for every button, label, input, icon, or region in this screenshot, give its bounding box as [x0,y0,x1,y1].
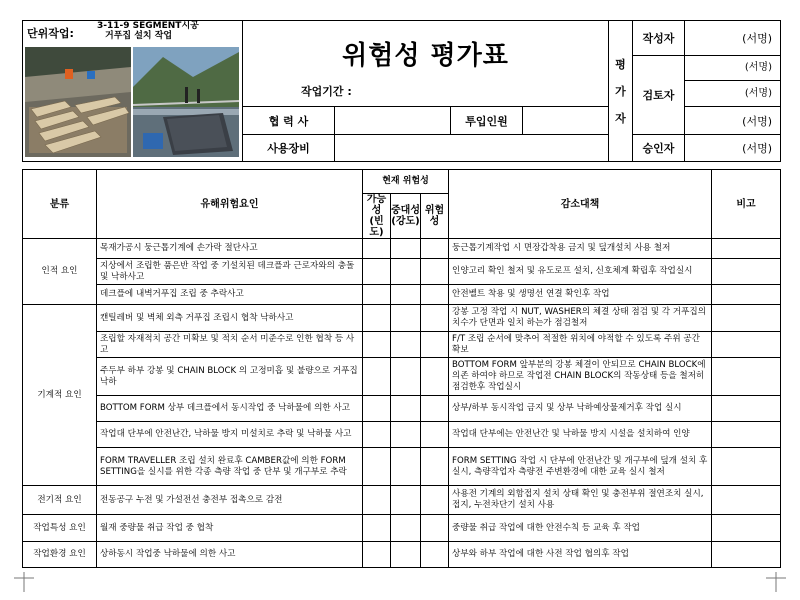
hazard-cell: 주두부 하부 강봉 및 CHAIN BLOCK 의 고정미흡 및 불량으로 거푸집 낙하 [97,358,363,396]
measure-cell: 중량물 취급 작업에 대한 안전수칙 등 교육 후 작업 [449,515,712,542]
measure-cell: BOTTOM FORM 앞부분의 강봉 체결이 안되므로 CHAIN BLOCK에 의존 하여야 하므로 작업전 CHAIN BLOCK의 작동상태 등을 철저히 점검한후 작업실시 [449,358,712,396]
remarks-cell [712,332,781,358]
likelihood-cell [363,515,391,542]
risk-level-cell [421,542,449,568]
hazard-cell: 조립할 자재적치 공간 미확보 및 적치 순서 미준수로 인한 협착 등 사고 [97,332,363,358]
hazard-cell: 지상에서 조립한 품은반 작업 중 기설치된 데크플과 근로자와의 충돌 및 낙하사고 [97,259,363,285]
remarks-cell [712,486,781,515]
likelihood-cell [363,305,391,332]
table-row [23,542,781,568]
evaluator-label: 평 가 자 [615,57,626,125]
reviewer-sign-3: (서명) [685,107,781,135]
table-row [23,239,781,259]
category-cell: 작업환경 요인 [23,542,97,568]
risk-level-cell [421,515,449,542]
col-reduction: 감소대책 [449,170,712,239]
hazard-cell: 데크플에 내벽거푸집 조립 중 추락사고 [97,285,363,305]
risk-level-cell [421,285,449,305]
category-cell: 전기적 요인 [23,486,97,515]
approver-label: 승인자 [633,135,685,162]
hazard-cell: BOTTOM FORM 상부 데크플에서 동시작업 중 낙하물에 의한 사고 [97,396,363,422]
reviewer-sign-2: (서명) [744,88,772,99]
measure-cell: 인양고리 확인 철저 및 유도로프 설치, 신호체계 확립후 작업실시 [449,259,712,285]
risk-level-cell [421,422,449,448]
risk-level-cell [421,239,449,259]
measure-cell: 상부와 하부 작업에 대한 사전 작업 협의후 작업 [449,542,712,568]
table-row [23,358,781,396]
equipment-label: 사용장비 [243,135,335,162]
remarks-cell [712,259,781,285]
measure-cell: 사용전 기계의 외함접지 설치 상태 확인 및 충전부위 절연조치 실시, 접지, 누전차단기 설치 사용 [449,486,712,515]
severity-cell [391,332,421,358]
table-row [23,448,781,486]
page-title: 위험성 평가표 [342,41,509,71]
measure-cell: 작업대 단부에는 안전난간 및 낙하물 방지 시설을 설치하여 인양 [449,422,712,448]
crop-mark-icon [14,572,34,592]
risk-table-body [23,239,781,568]
workers-label: 투입인원 [451,107,523,135]
severity-cell [391,515,421,542]
likelihood-cell [363,396,391,422]
remarks-cell [712,515,781,542]
table-row [23,259,781,285]
crop-mark-icon [766,572,786,592]
site-photo-left [25,47,131,157]
risk-level-cell [421,259,449,285]
remarks-cell [712,542,781,568]
author-label: 작성자 [633,21,685,56]
measure-cell: FORM SETTING 작업 시 단부에 안전난간 및 개구부에 덮개 설치 후 실시, 측량작업자 측량전 주변환경에 대한 교육 실시 철저 [449,448,712,486]
table-row [23,422,781,448]
unit-work-cell [23,21,243,162]
remarks-cell [712,448,781,486]
partner-value [335,107,451,135]
risk-level-cell [421,332,449,358]
likelihood-cell [363,332,391,358]
remarks-cell [712,285,781,305]
likelihood-cell [363,239,391,259]
risk-level-cell [421,396,449,422]
measure-cell: 강봉 고정 작업 시 NUT, WASHER의 체결 상태 점검 및 각 거푸집의 치수가 단면과 일치 하는가 점검철저 [449,305,712,332]
severity-cell [391,239,421,259]
remarks-cell [712,305,781,332]
unit-work-title: 3-11-9 SEGMENT시공 거푸집 설치 작업 [97,21,199,41]
risk-level-cell [421,448,449,486]
category-cell: 작업특성 요인 [23,515,97,542]
risk-level-cell [421,358,449,396]
hazard-cell: FORM TRAVELLER 조립 설치 완료후 CAMBER값에 의한 FORM SETTING을 실시를 위한 각종 측량 작업 중 단부 및 개구부로 추락 [97,448,363,486]
workers-value [523,107,609,135]
table-row [23,285,781,305]
reviewer-sign-1: (서명) [685,56,780,81]
equipment-value [335,135,609,162]
author-sign: (서명) [685,21,781,56]
reviewer-label: 검토자 [633,56,685,135]
work-period-label: 작업기간 : [301,85,352,98]
evaluator-cell [609,21,633,162]
col-category: 분류 [23,170,97,239]
risk-table [22,169,781,568]
col-risk: 현재 위험성 [363,170,449,194]
header-table [22,20,781,162]
risk-level-cell [421,486,449,515]
severity-cell [391,486,421,515]
risk-level-cell [421,305,449,332]
likelihood-cell [363,358,391,396]
site-photo-right [133,47,239,157]
col-remarks: 비고 [712,170,781,239]
remarks-cell [712,396,781,422]
hazard-cell: 작업대 단부에 안전난간, 낙하물 방지 미설치로 추락 및 낙하물 사고 [97,422,363,448]
measure-cell: 상부/하부 동시작업 금지 및 상부 낙하예상물제거후 작업 실시 [449,396,712,422]
reviewer-sign-cell [685,56,781,107]
likelihood-cell [363,259,391,285]
severity-cell [391,396,421,422]
col-likelihood: 가능성 (빈도) [363,194,391,239]
hazard-cell: 캔틸레버 및 벽체 외측 거푸집 조립시 협착 낙하사고 [97,305,363,332]
hazard-cell: 월재 중량물 취급 작업 중 협착 [97,515,363,542]
likelihood-cell [363,448,391,486]
measure-cell: F/T 조립 순서에 맞추어 적절한 위치에 야적할 수 있도록 주위 공간 확보 [449,332,712,358]
table-row [23,305,781,332]
partner-label: 협 력 사 [243,107,335,135]
hazard-cell: 상하동시 작업중 낙하물에 의한 사고 [97,542,363,568]
col-risk-level: 위험성 [421,194,449,239]
severity-cell [391,305,421,332]
likelihood-cell [363,542,391,568]
category-cell: 인적 요인 [23,239,97,305]
severity-cell [391,358,421,396]
table-row [23,515,781,542]
table-row [23,486,781,515]
likelihood-cell [363,285,391,305]
measure-cell: 둥근톱기계작업 시 면장갑착용 금지 및 덮개설치 사용 철저 [449,239,712,259]
severity-cell [391,259,421,285]
unit-work-label: 단위작업: [27,27,74,40]
col-severity: 중대성 (강도) [391,194,421,239]
severity-cell [391,285,421,305]
likelihood-cell [363,422,391,448]
remarks-cell [712,358,781,396]
remarks-cell [712,422,781,448]
approver-sign: (서명) [685,135,781,162]
severity-cell [391,448,421,486]
severity-cell [391,422,421,448]
hazard-cell: 전동공구 누전 및 가설전선 충전부 접촉으로 감전 [97,486,363,515]
category-cell: 기계적 요인 [23,305,97,486]
table-row [23,332,781,358]
severity-cell [391,542,421,568]
hazard-cell: 목재가공시 둥근톱기계에 손가락 절단사고 [97,239,363,259]
col-hazard: 유해위험요인 [97,170,363,239]
title-cell [243,21,609,107]
remarks-cell [712,239,781,259]
likelihood-cell [363,486,391,515]
measure-cell: 안전벨트 착용 및 생명선 연결 확인후 작업 [449,285,712,305]
table-row [23,396,781,422]
